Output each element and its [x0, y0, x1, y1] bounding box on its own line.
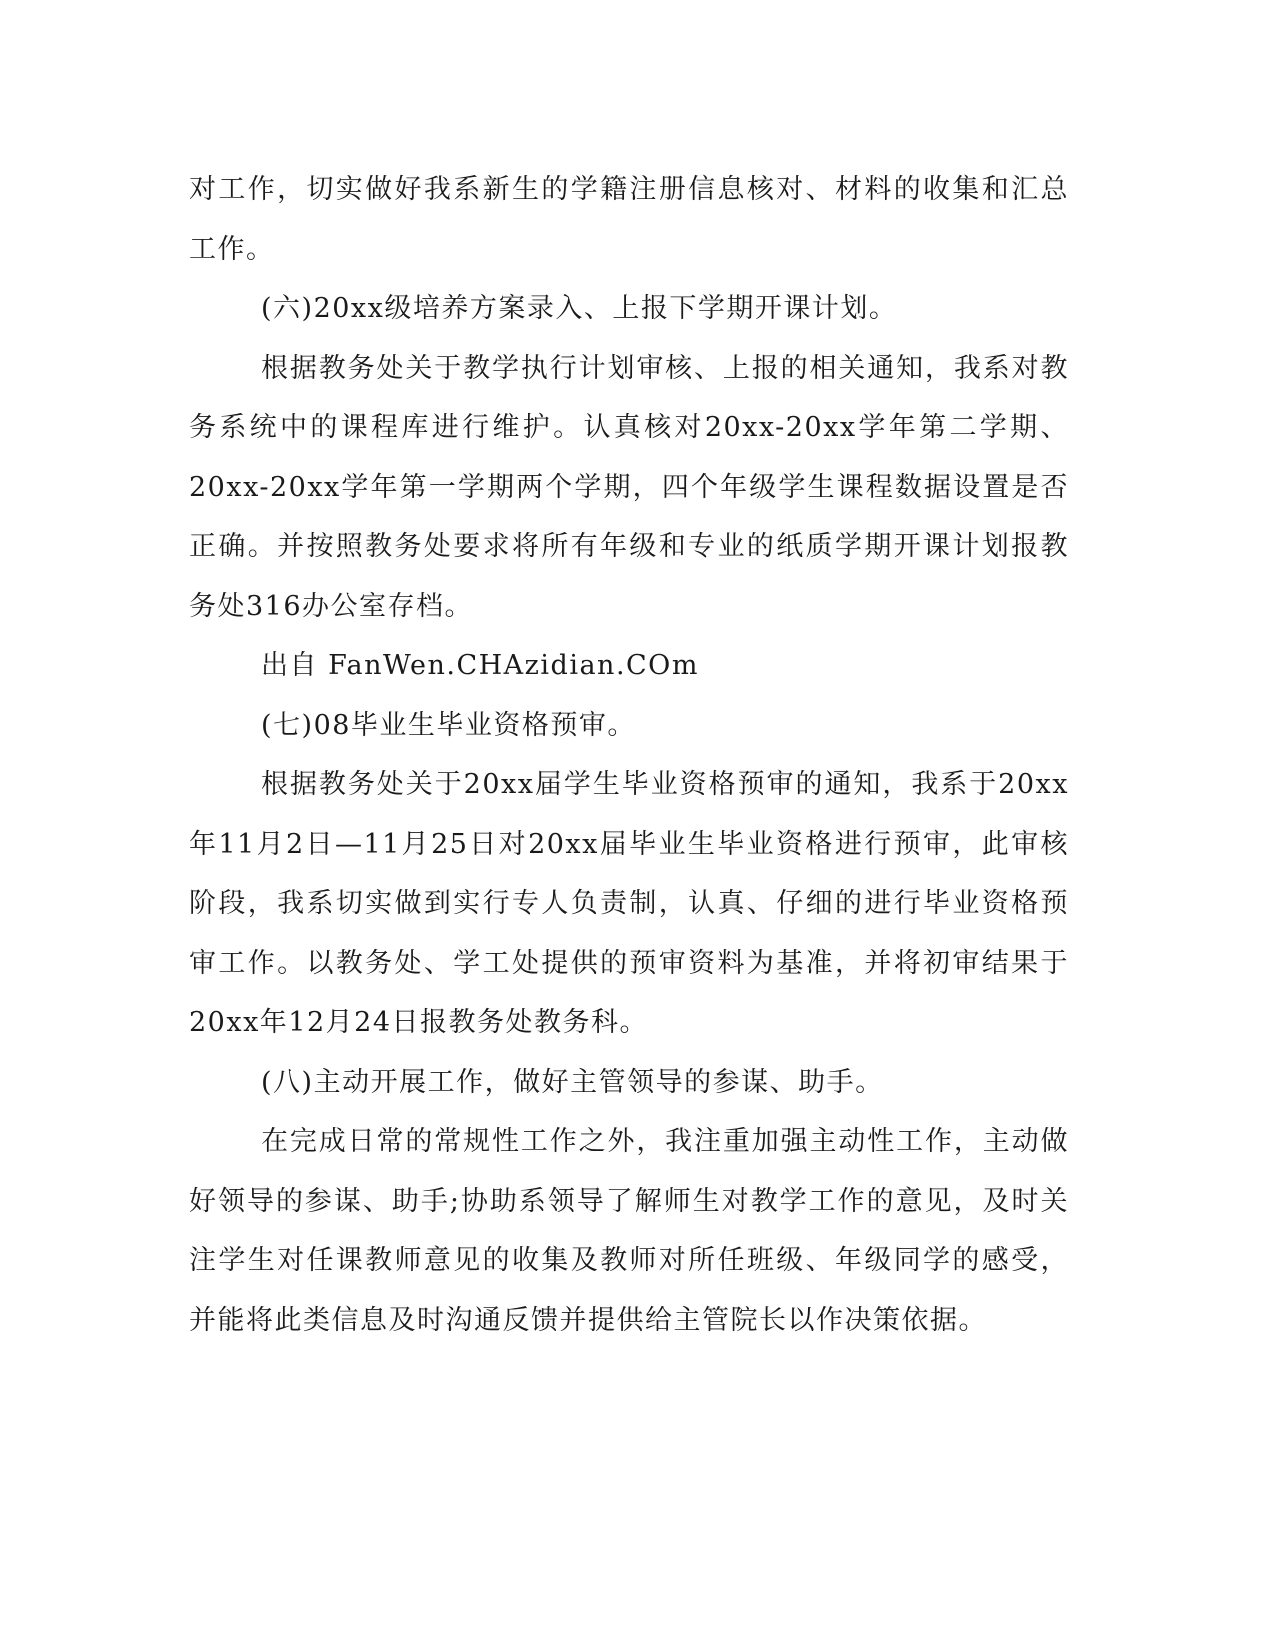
paragraph-8-body: 在完成日常的常规性工作之外，我注重加强主动性工作，主动做好领导的参谋、助手;协助系领导了解师生对教学工作的意见，及时关注学生对任课教师意见的收集及教师对所任班级、年级同学的感受，并能将此类信息及时沟通反馈并提供给主管院长以作决策依据。: [189, 1126, 1069, 1336]
section-heading-8: (八)主动开展工作，做好主管领导的参谋、助手。: [261, 1066, 884, 1098]
paragraph-7-body: 根据教务处关于20xx届学生毕业资格预审的通知，我系于20xx年11月2日—11月25日对20xx届毕业生毕业资格进行预审，此审核阶段，我系切实做到实行专人负责制，认真、仔细的进行毕业资格预审工作。以教务处、学工处提供的预审资料为基准，并将初审结果于20xx年12月24日报教务处教务科。: [189, 769, 1069, 1038]
paragraph-continuation: 对工作，切实做好我系新生的学籍注册信息核对、材料的收集和汇总工作。: [189, 174, 1069, 265]
document-body: [189, 160, 1069, 1350]
paragraph-6-body: 根据教务处关于教学执行计划审核、上报的相关通知，我系对教务系统中的课程库进行维护。认真核对20xx-20xx学年第二学期、20xx-20xx学年第一学期两个学期，四个年级学生课程数据设置是否正确。并按照教务处要求将所有年级和专业的纸质学期开课计划报教务处316办公室存档。: [189, 352, 1069, 622]
source-watermark-line: 出自 FanWen.CHAzidian.COm: [261, 650, 699, 681]
section-heading-6: (六)20xx级培养方案录入、上报下学期开课计划。: [261, 293, 898, 324]
section-heading-7: (七)08毕业生毕业资格预审。: [261, 709, 636, 741]
